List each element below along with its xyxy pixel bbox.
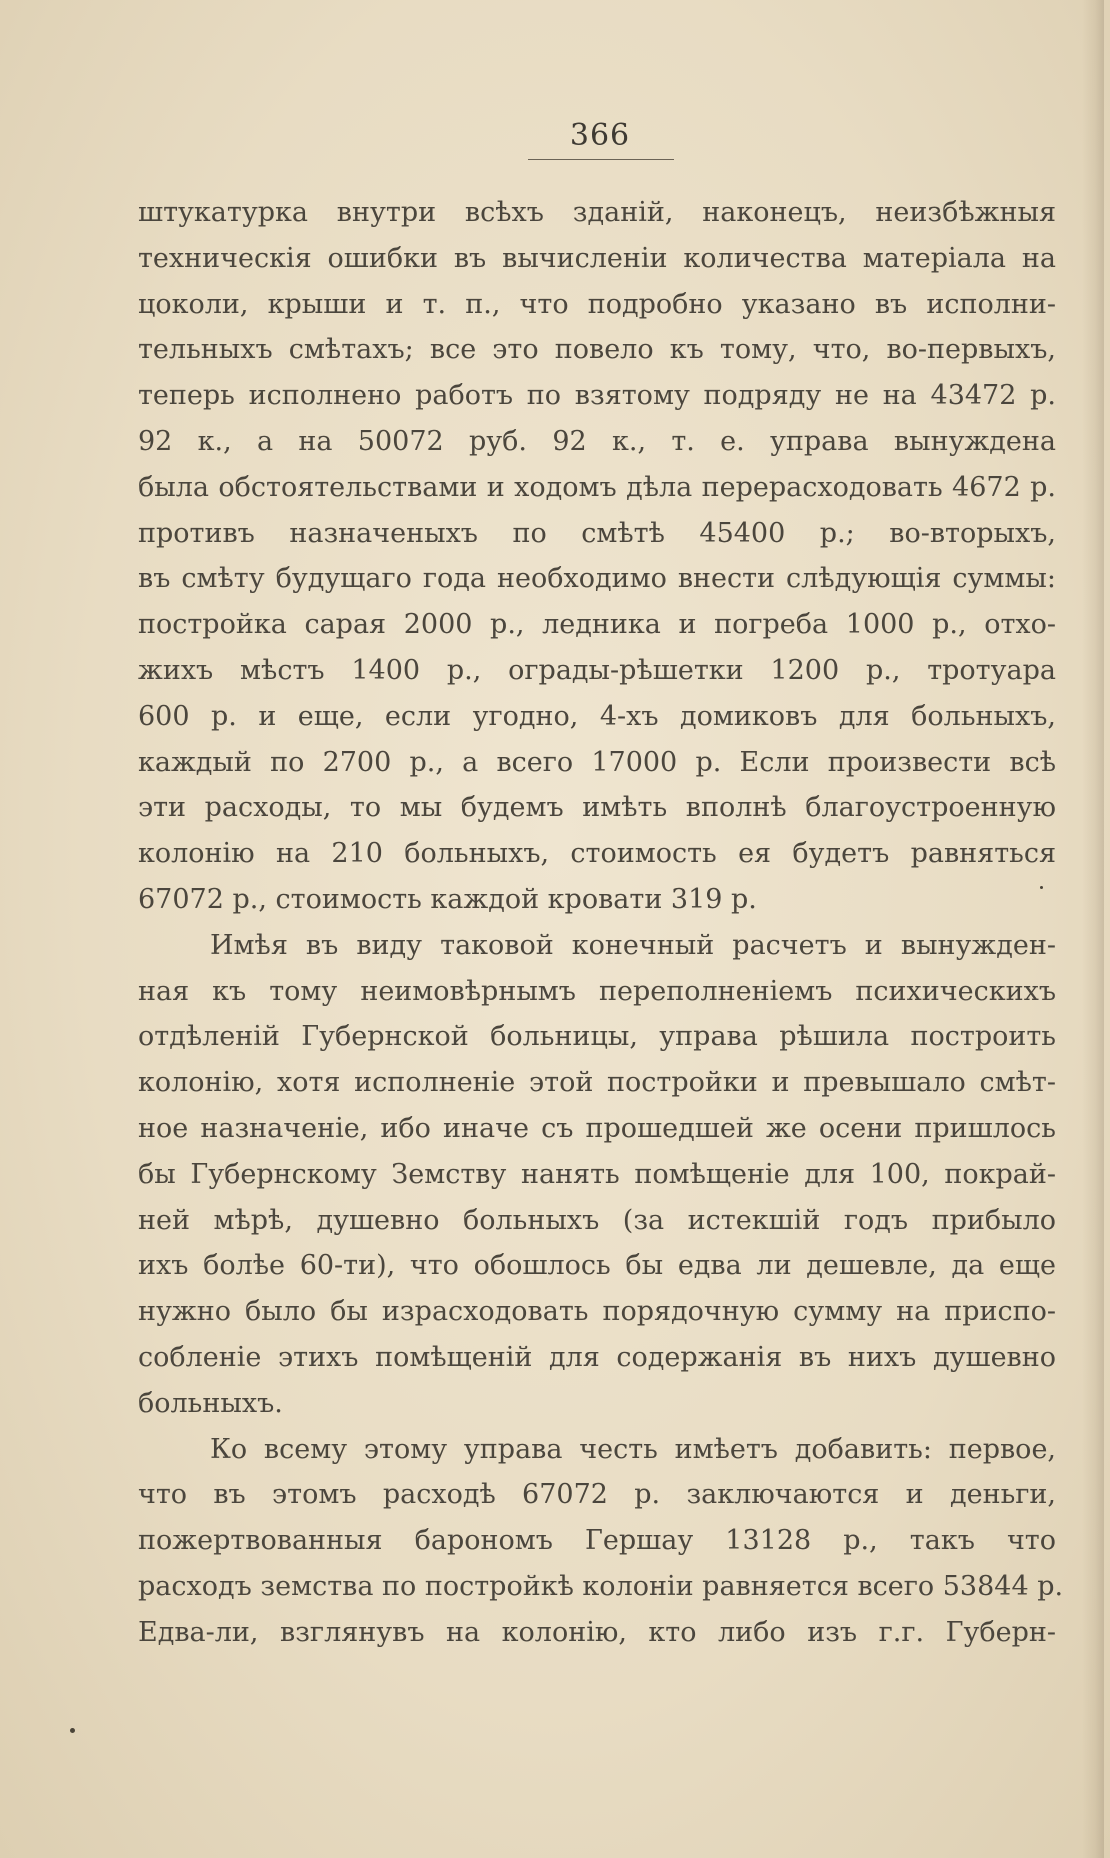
text-line: ней мѣрѣ, душевно больныхъ (за истекшій годъ прибыло (138, 1204, 1056, 1236)
text-line: теперь исполнено работъ по взятому подряду не на 43472 р. (138, 380, 1056, 412)
text-line: Ко всему этому управа честь имѣетъ добавить: первое, (210, 1433, 1056, 1465)
text-line: тельныхъ смѣтахъ; все это повело къ тому, что, во-первыхъ, (138, 334, 1056, 366)
text-line: колонію на 210 больныхъ, стоимость ея будетъ равняться (138, 838, 1056, 870)
text-line: каждый по 2700 р., а всего 17000 р. Если произвести всѣ (138, 746, 1056, 778)
text-line: техническія ошибки въ вычисленіи количества матеріала на (138, 242, 1056, 274)
text-line: ная къ тому неимовѣрнымъ переполненіемъ психическихъ (138, 975, 1056, 1007)
text-line: цоколи, крыши и т. п., что подробно указано въ исполни- (138, 288, 1056, 320)
text-line: что въ этомъ расходѣ 67072 р. заключаются и деньги, (138, 1479, 1056, 1511)
text-line: пожертвованныя барономъ Гершау 13128 р., такъ что (138, 1525, 1056, 1557)
text-line: расходъ земства по постройкѣ колоніи равняется всего 53844 р. (138, 1570, 1064, 1602)
text-line: Едва-ли, взглянувъ на колонію, кто либо изъ г.г. Губерн- (138, 1616, 1056, 1648)
text-line: 600 р. и еще, если угодно, 4-хъ домиковъ для больныхъ, (138, 700, 1056, 732)
text-line: больныхъ. (138, 1387, 283, 1419)
text-line: ихъ болѣе 60-ти), что обошлось бы едва ли дешевле, да еще (138, 1250, 1056, 1282)
ink-speck (1040, 886, 1043, 889)
text-line: штукатурка внутри всѣхъ зданій, наконецъ, неизбѣжныя (138, 197, 1056, 228)
text-line: бы Губернскому Земству нанять помѣщеніе для 100, покрай- (138, 1158, 1056, 1190)
ink-speck (70, 1728, 75, 1733)
text-line: въ смѣту будущаго года необходимо внести слѣдующія суммы: (138, 563, 1056, 595)
body-text (138, 190, 1064, 1656)
text-line: была обстоятельствами и ходомъ дѣла перерасходовать 4672 р. (138, 471, 1056, 503)
text-line: жихъ мѣстъ 1400 р., ограды-рѣшетки 1200 р., тротуара (138, 654, 1056, 686)
text-line: Имѣя въ виду таковой конечный расчетъ и вынужден- (210, 929, 1056, 961)
text-line: противъ назначеныхъ по смѣтѣ 45400 р.; во-вторыхъ, (138, 517, 1056, 549)
page-number: 366 (569, 118, 631, 153)
text-line: ное назначеніе, ибо иначе съ прошедшей же осени пришлось (138, 1112, 1056, 1144)
page-number-rule (528, 159, 674, 160)
text-line: отдѣленій Губернской больницы, управа рѣшила построить (138, 1021, 1056, 1053)
text-line: постройка сарая 2000 р., ледника и погреба 1000 р., отхо- (138, 609, 1056, 641)
page-crease-shadow (1082, 0, 1104, 1858)
text-line: 67072 р., стоимость каждой кровати 319 р. (138, 883, 757, 915)
text-line: колонію, хотя исполненіе этой постройки и превышало смѣт- (138, 1067, 1056, 1099)
text-line: 92 к., а на 50072 руб. 92 к., т. е. управа вынуждена (138, 425, 1056, 457)
text-line: нужно было бы израсходовать порядочную сумму на приспо- (138, 1296, 1056, 1328)
text-line: собленіе этихъ помѣщеній для содержанія въ нихъ душевно (138, 1341, 1056, 1373)
text-line: эти расходы, то мы будемъ имѣть вполнѣ благоустроенную (138, 792, 1056, 824)
